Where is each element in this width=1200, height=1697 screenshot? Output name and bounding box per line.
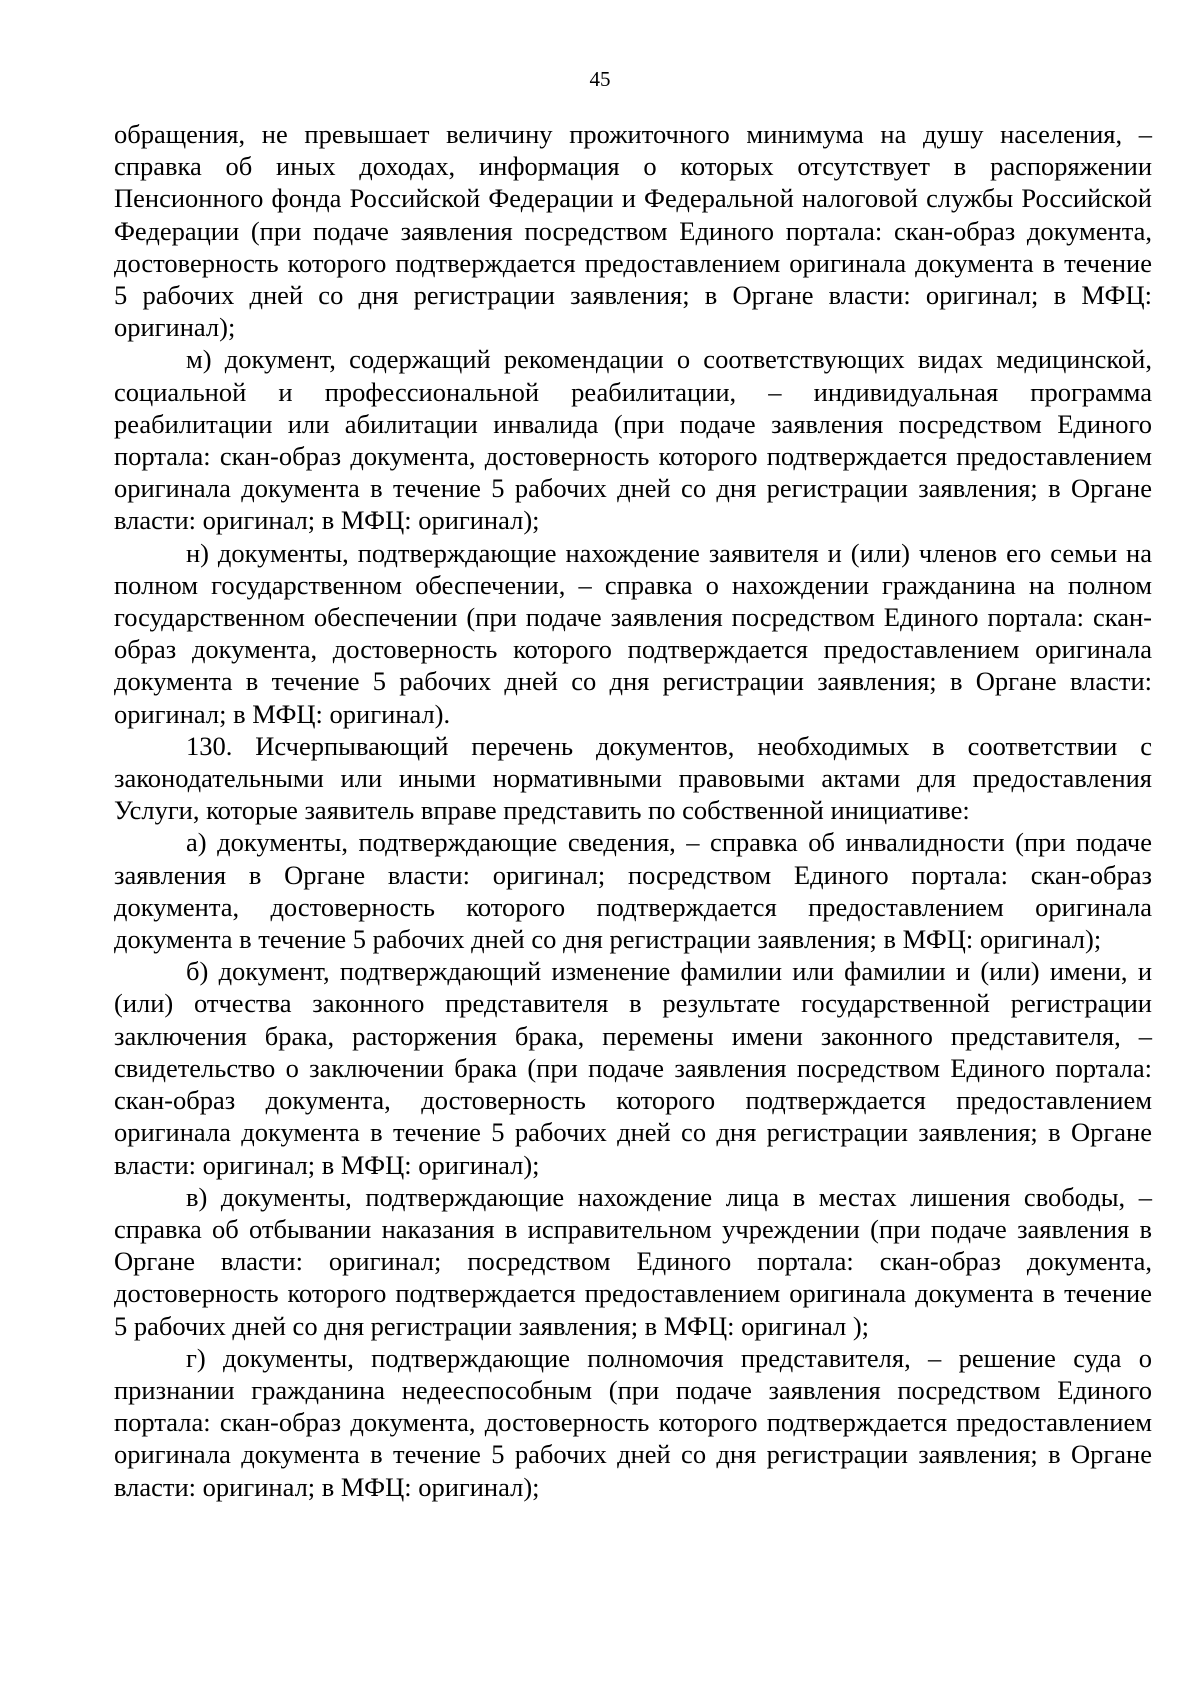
- page-number: 45: [589, 67, 611, 91]
- paragraph-item-g: г) документы, подтверждающие полномочия представителя, – решение суда о признании гражданина недееспособным (при подаче заявления посредством Единого портала: скан-образ документа, достоверность которого подтверждается предоставлением оригинала документа в течение 5 рабочих дней со дня регистрации заявления; в Органе власти: оригинал; в МФЦ: оригинал);: [114, 1342, 1152, 1502]
- paragraph-item-b: б) документ, подтверждающий изменение фамилии или фамилии и (или) имени, и (или) отчества законного представителя в результате государственной регистрации заключения брака, расторжения брака, перемены имени законного представителя, – свидетельство о заключении брака (при подаче заявления посредством Единого портала: скан-образ документа, достоверность которого подтверждается предоставлением оригинала документа в течение 5 рабочих дней со дня регистрации заявления; в Органе власти: оригинал; в МФЦ: оригинал);: [114, 956, 1152, 1180]
- paragraph-item-n: н) документы, подтверждающие нахождение заявителя и (или) членов его семьи на полном государственном обеспечении, – справка о нахождении гражданина на полном государственном обеспечении (при подаче заявления посредством Единого портала: скан-образ документа, достоверность которого подтверждается предоставлением оригинала документа в течение 5 рабочих дней со дня регистрации заявления; в Органе власти: оригинал; в МФЦ: оригинал).: [114, 537, 1152, 729]
- paragraph-item-v: в) документы, подтверждающие нахождение лица в местах лишения свободы, – справка об отбывании наказания в исправительном учреждении (при подаче заявления в Органе власти: оригинал; посредством Единого портала: скан-образ документа, достоверность которого подтверждается предоставлением оригинала документа в течение 5 рабочих дней со дня регистрации заявления; в МФЦ: оригинал );: [114, 1181, 1152, 1341]
- paragraph-section-130: 130. Исчерпывающий перечень документов, необходимых в соответствии с законодательными или иными нормативными правовыми актами для предоставления Услуги, которые заявитель вправе представить по собственной инициативе:: [114, 730, 1152, 826]
- paragraph-continuation: обращения, не превышает величину прожиточного минимума на душу населения, – справка об иных доходах, информация о которых отсутствует в распоряжении Пенсионного фонда Российской Федерации и Федеральной налоговой службы Российской Федерации (при подаче заявления посредством Единого портала: скан-образ документа, достоверность которого подтверждается предоставлением оригинала документа в течение 5 рабочих дней со дня регистрации заявления; в Органе власти: оригинал; в МФЦ: оригинал);: [114, 119, 1152, 343]
- paragraph-item-m: м) документ, содержащий рекомендации о соответствующих видах медицинской, социальной и профессиональной реабилитации, – индивидуальная программа реабилитации или абилитации инвалида (при подаче заявления посредством Единого портала: скан-образ документа, достоверность которого подтверждается предоставлением оригинала документа в течение 5 рабочих дней со дня регистрации заявления; в Органе власти: оригинал; в МФЦ: оригинал);: [114, 344, 1152, 536]
- document-body: [114, 118, 1152, 1503]
- paragraph-item-a: а) документы, подтверждающие сведения, – справка об инвалидности (при подаче заявления в Органе власти: оригинал; посредством Единого портала: скан-образ документа, достоверность которого подтверждается предоставлением оригинала документа в течение 5 рабочих дней со дня регистрации заявления; в МФЦ: оригинал);: [114, 827, 1152, 955]
